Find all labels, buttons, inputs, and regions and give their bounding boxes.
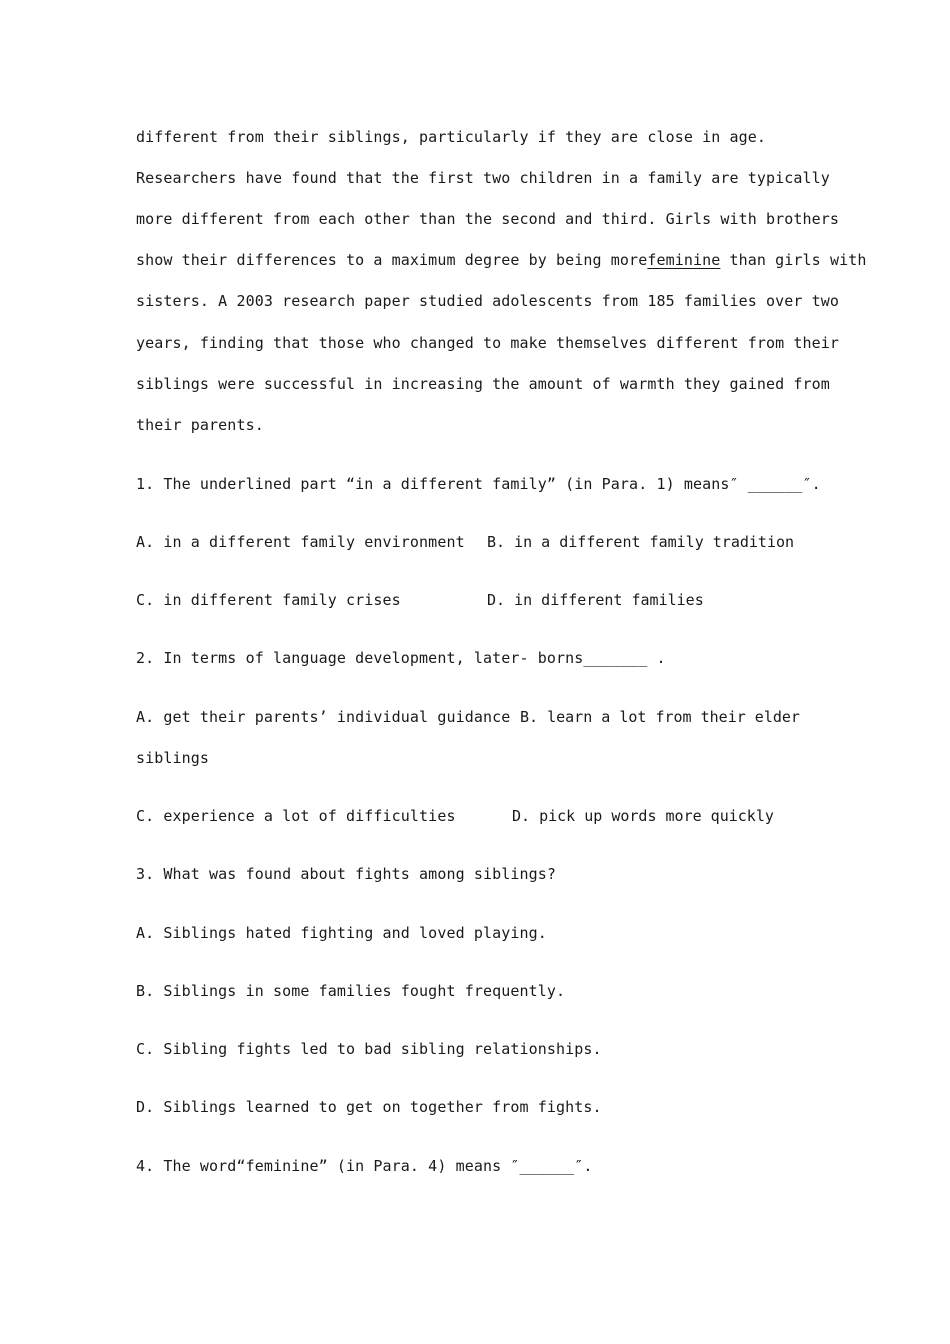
passage-line-4-end: than girls with xyxy=(720,251,867,269)
question-1-stem: 1. The underlined part “in a different family” (in Para. 1) means″ ______″. xyxy=(136,475,821,493)
question-3-option-d: D. Siblings learned to get on together from fights. xyxy=(136,1098,602,1116)
question-3-stem: 3. What was found about fights among siblings? xyxy=(136,865,557,883)
passage-line-7: siblings were successful in increasing the amount of warmth they gained from xyxy=(136,375,830,393)
question-1-option-c: C. in different family crises xyxy=(136,591,401,609)
passage-line-4 xyxy=(136,250,866,270)
question-3-option-a: A. Siblings hated fighting and loved playing. xyxy=(136,924,547,942)
passage-line-6: years, finding that those who changed to make themselves different from their xyxy=(136,334,840,352)
question-1-option-b: B. in a different family tradition xyxy=(487,533,795,551)
question-2-option-c: C. experience a lot of difficulties xyxy=(136,807,456,825)
passage-line-2: Researchers have found that the first two children in a family are typically xyxy=(136,169,830,187)
passage-line-3: more different from each other than the second and third. Girls with brothers xyxy=(136,210,840,228)
passage-line-5: sisters. A 2003 research paper studied adolescents from 185 families over two xyxy=(136,292,840,310)
question-2-option-b-continued: siblings xyxy=(136,749,210,767)
question-4-stem: 4. The word“feminine” (in Para. 4) means ″______″. xyxy=(136,1157,593,1175)
passage-line-1: different from their siblings, particularly if they are close in age. xyxy=(136,128,767,146)
question-1-option-d: D. in different families xyxy=(487,591,704,609)
question-2-option-a: A. get their parents’ individual guidance xyxy=(136,708,511,726)
question-2-option-b: B. learn a lot from their elder xyxy=(520,708,800,726)
question-3-option-b: B. Siblings in some families fought frequently. xyxy=(136,982,566,1000)
passage-line-4-start: show their differences to a maximum degree by being more xyxy=(136,251,648,269)
underlined-word-feminine: feminine xyxy=(647,251,721,269)
question-2-option-d: D. pick up words more quickly xyxy=(512,807,774,825)
question-3-option-c: C. Sibling fights led to bad sibling relationships. xyxy=(136,1040,602,1058)
passage-line-8: their parents. xyxy=(136,416,264,434)
question-1-option-a: A. in a different family environment xyxy=(136,533,465,551)
question-2-stem: 2. In terms of language development, later- borns_______ . xyxy=(136,649,666,667)
